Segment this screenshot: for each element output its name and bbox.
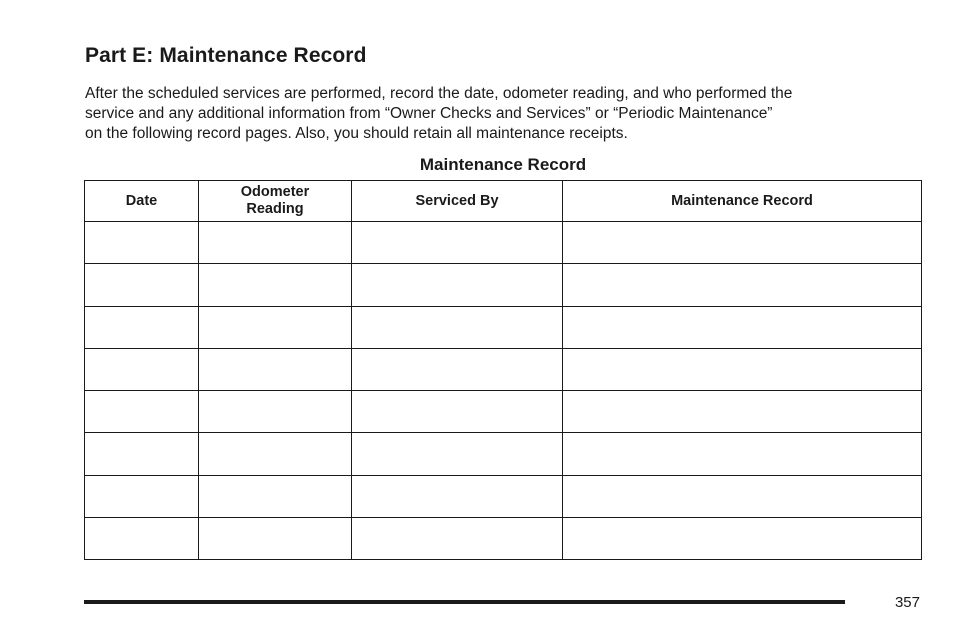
odometer-cell[interactable] [199, 391, 352, 433]
table-body [85, 222, 922, 560]
header-maintenance-record: Maintenance Record [563, 181, 922, 222]
serviced-by-cell[interactable] [352, 433, 563, 475]
table-row [85, 264, 922, 306]
header-odometer-line: Odometer [240, 184, 310, 200]
maintenance-record-cell[interactable] [563, 306, 922, 348]
odometer-cell[interactable] [199, 348, 352, 390]
table-row [85, 306, 922, 348]
header-reading-line: Reading [246, 201, 304, 217]
odometer-cell[interactable] [199, 475, 352, 517]
serviced-by-cell[interactable] [352, 222, 563, 264]
odometer-cell[interactable] [199, 306, 352, 348]
date-cell[interactable] [85, 306, 199, 348]
date-cell[interactable] [85, 348, 199, 390]
header-date: Date [85, 181, 199, 222]
page-number: 357 [894, 594, 920, 611]
odometer-cell[interactable] [199, 433, 352, 475]
serviced-by-cell[interactable] [352, 517, 563, 559]
table-row [85, 475, 922, 517]
maintenance-record-cell[interactable] [563, 222, 922, 264]
date-cell[interactable] [85, 222, 199, 264]
intro-paragraph [85, 84, 915, 144]
date-cell[interactable] [85, 264, 199, 306]
date-cell[interactable] [85, 391, 199, 433]
intro-line: After the scheduled services are performed, record the date, odometer reading, and who performed the [85, 85, 793, 102]
serviced-by-cell[interactable] [352, 475, 563, 517]
date-cell[interactable] [85, 475, 199, 517]
table-caption: Maintenance Record [419, 155, 587, 174]
maintenance-record-cell[interactable] [563, 348, 922, 390]
date-cell[interactable] [85, 517, 199, 559]
maintenance-record-cell[interactable] [563, 433, 922, 475]
date-cell[interactable] [85, 433, 199, 475]
footer-rule [84, 600, 845, 604]
table-row [85, 433, 922, 475]
maintenance-record-cell[interactable] [563, 475, 922, 517]
table-row [85, 391, 922, 433]
maintenance-record-cell[interactable] [563, 517, 922, 559]
table-row [85, 348, 922, 390]
table-header-row [85, 181, 922, 222]
maintenance-record-cell[interactable] [563, 264, 922, 306]
maintenance-record-table [84, 180, 922, 560]
serviced-by-cell[interactable] [352, 348, 563, 390]
serviced-by-cell[interactable] [352, 306, 563, 348]
table-row [85, 517, 922, 559]
serviced-by-cell[interactable] [352, 264, 563, 306]
header-odometer-reading [199, 181, 352, 222]
serviced-by-cell[interactable] [352, 391, 563, 433]
odometer-cell[interactable] [199, 517, 352, 559]
odometer-cell[interactable] [199, 264, 352, 306]
intro-line: service and any additional information from “Owner Checks and Services” or “Periodic Maintenance” [85, 105, 773, 122]
maintenance-record-cell[interactable] [563, 391, 922, 433]
table-row [85, 222, 922, 264]
intro-line: on the following record pages. Also, you should retain all maintenance receipts. [85, 125, 628, 142]
odometer-cell[interactable] [199, 222, 352, 264]
section-title: Part E: Maintenance Record [85, 44, 367, 67]
header-serviced-by: Serviced By [352, 181, 563, 222]
